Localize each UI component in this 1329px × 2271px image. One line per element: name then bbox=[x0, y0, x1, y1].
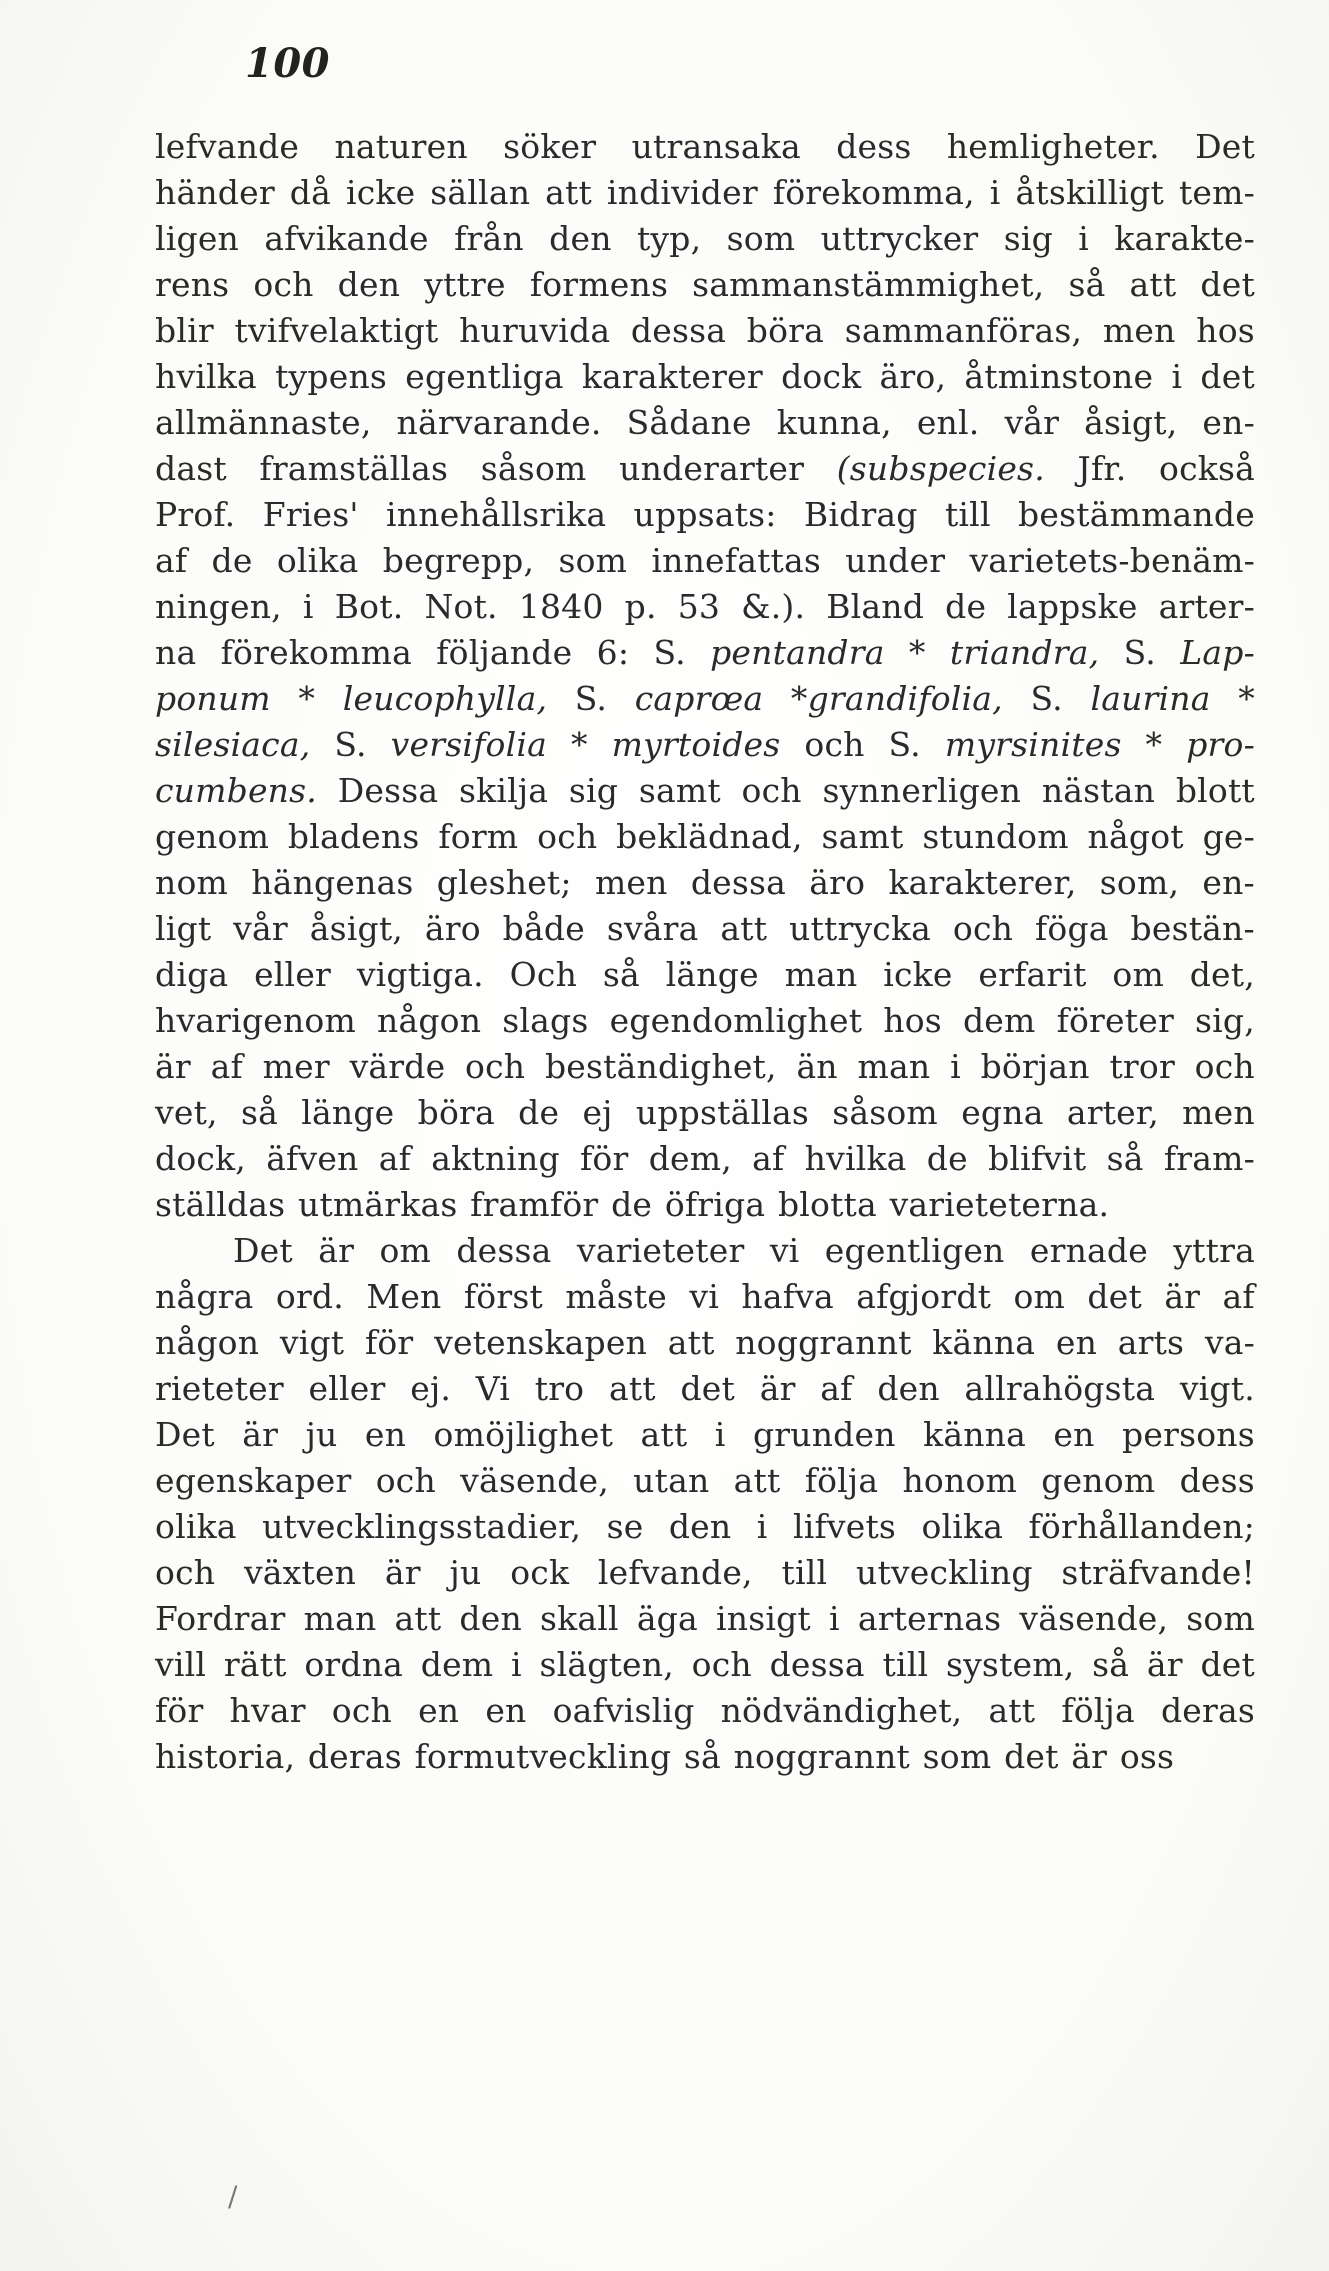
text-line: är af mer värde och beständighet, än man i början tror och bbox=[155, 1047, 1255, 1086]
text-line: Fordrar man att den skall äga insigt i arternas väsende, som bbox=[155, 1599, 1255, 1638]
text-line: och växten är ju ock lefvande, till utveckling sträfvande! bbox=[155, 1553, 1255, 1592]
text-line: cumbens. Dessa skilja sig samt och synnerligen nästan blott bbox=[155, 771, 1255, 810]
text-line: allmännaste, närvarande. Sådane kunna, enl. vår åsigt, en- bbox=[155, 403, 1255, 442]
text-line: vet, så länge böra de ej uppställas såsom egna arter, men bbox=[155, 1093, 1255, 1132]
text-line: na förekomma följande 6: S. pentandra * triandra, S. Lap- bbox=[155, 633, 1255, 672]
text-line: för hvar och en en oafvislig nödvändighet, att följa deras bbox=[155, 1691, 1255, 1730]
text-line: händer då icke sällan att individer förekomma, i åtskilligt tem- bbox=[155, 173, 1255, 212]
text-line: lefvande naturen söker utransaka dess hemligheter. Det bbox=[155, 127, 1255, 166]
text-line: diga eller vigtiga. Och så länge man icke erfarit om det, bbox=[155, 955, 1255, 994]
text-line: blir tvifvelaktigt huruvida dessa böra sammanföras, men hos bbox=[155, 311, 1255, 350]
text-line: ställdas utmärkas framför de öfriga blotta varieteterna. bbox=[155, 1185, 1110, 1224]
text-line: ligen afvikande från den typ, som uttrycker sig i karakte- bbox=[155, 219, 1255, 258]
text-line: hvarigenom någon slags egendomlighet hos dem företer sig, bbox=[155, 1001, 1255, 1040]
text-line: af de olika begrepp, som innefattas under varietets-benäm- bbox=[155, 541, 1255, 580]
stray-mark: / bbox=[228, 2180, 238, 2213]
text-line: Det är ju en omöjlighet att i grunden känna en persons bbox=[155, 1415, 1255, 1454]
text-line: några ord. Men först måste vi hafva afgjordt om det är af bbox=[155, 1277, 1255, 1316]
text-line: Prof. Fries' innehållsrika uppsats: Bidrag till bestämmande bbox=[155, 495, 1255, 534]
text-line: hvilka typens egentliga karakterer dock äro, åtminstone i det bbox=[155, 357, 1255, 396]
text-line: vill rätt ordna dem i slägten, och dessa till system, så är det bbox=[155, 1645, 1255, 1684]
text-line: dast framställas såsom underarter (subspecies. Jfr. också bbox=[155, 449, 1255, 488]
text-line: ponum * leucophylla, S. caprœa *grandifolia, S. laurina * bbox=[155, 679, 1255, 718]
text-line: Det är om dessa varieteter vi egentligen ernade yttra bbox=[233, 1231, 1255, 1270]
text-line: rieteter eller ej. Vi tro att det är af den allrahögsta vigt. bbox=[155, 1369, 1255, 1408]
text-line: ningen, i Bot. Not. 1840 p. 53 &.). Bland de lappske arter- bbox=[155, 587, 1255, 626]
text-line: någon vigt för vetenskapen att noggrannt känna en arts va- bbox=[155, 1323, 1255, 1362]
text-line: olika utvecklingsstadier, se den i lifvets olika förhållanden; bbox=[155, 1507, 1255, 1546]
text-line: nom hängenas gleshet; men dessa äro karakterer, som, en- bbox=[155, 863, 1255, 902]
text-line: historia, deras formutveckling så noggrannt som det är oss bbox=[155, 1737, 1175, 1776]
text-line: egenskaper och väsende, utan att följa honom genom dess bbox=[155, 1461, 1255, 1500]
page-number: 100 bbox=[245, 40, 330, 87]
text-line: dock, äfven af aktning för dem, af hvilka de blifvit så fram- bbox=[155, 1139, 1255, 1178]
text-line: silesiaca, S. versifolia * myrtoides och S. myrsinites * pro- bbox=[155, 725, 1255, 764]
text-line: ligt vår åsigt, äro både svåra att uttrycka och föga bestän- bbox=[155, 909, 1255, 948]
body-text bbox=[155, 124, 1255, 1780]
text-line: genom bladens form och beklädnad, samt stundom något ge- bbox=[155, 817, 1255, 856]
text-line: rens och den yttre formens sammanstämmighet, så att det bbox=[155, 265, 1255, 304]
